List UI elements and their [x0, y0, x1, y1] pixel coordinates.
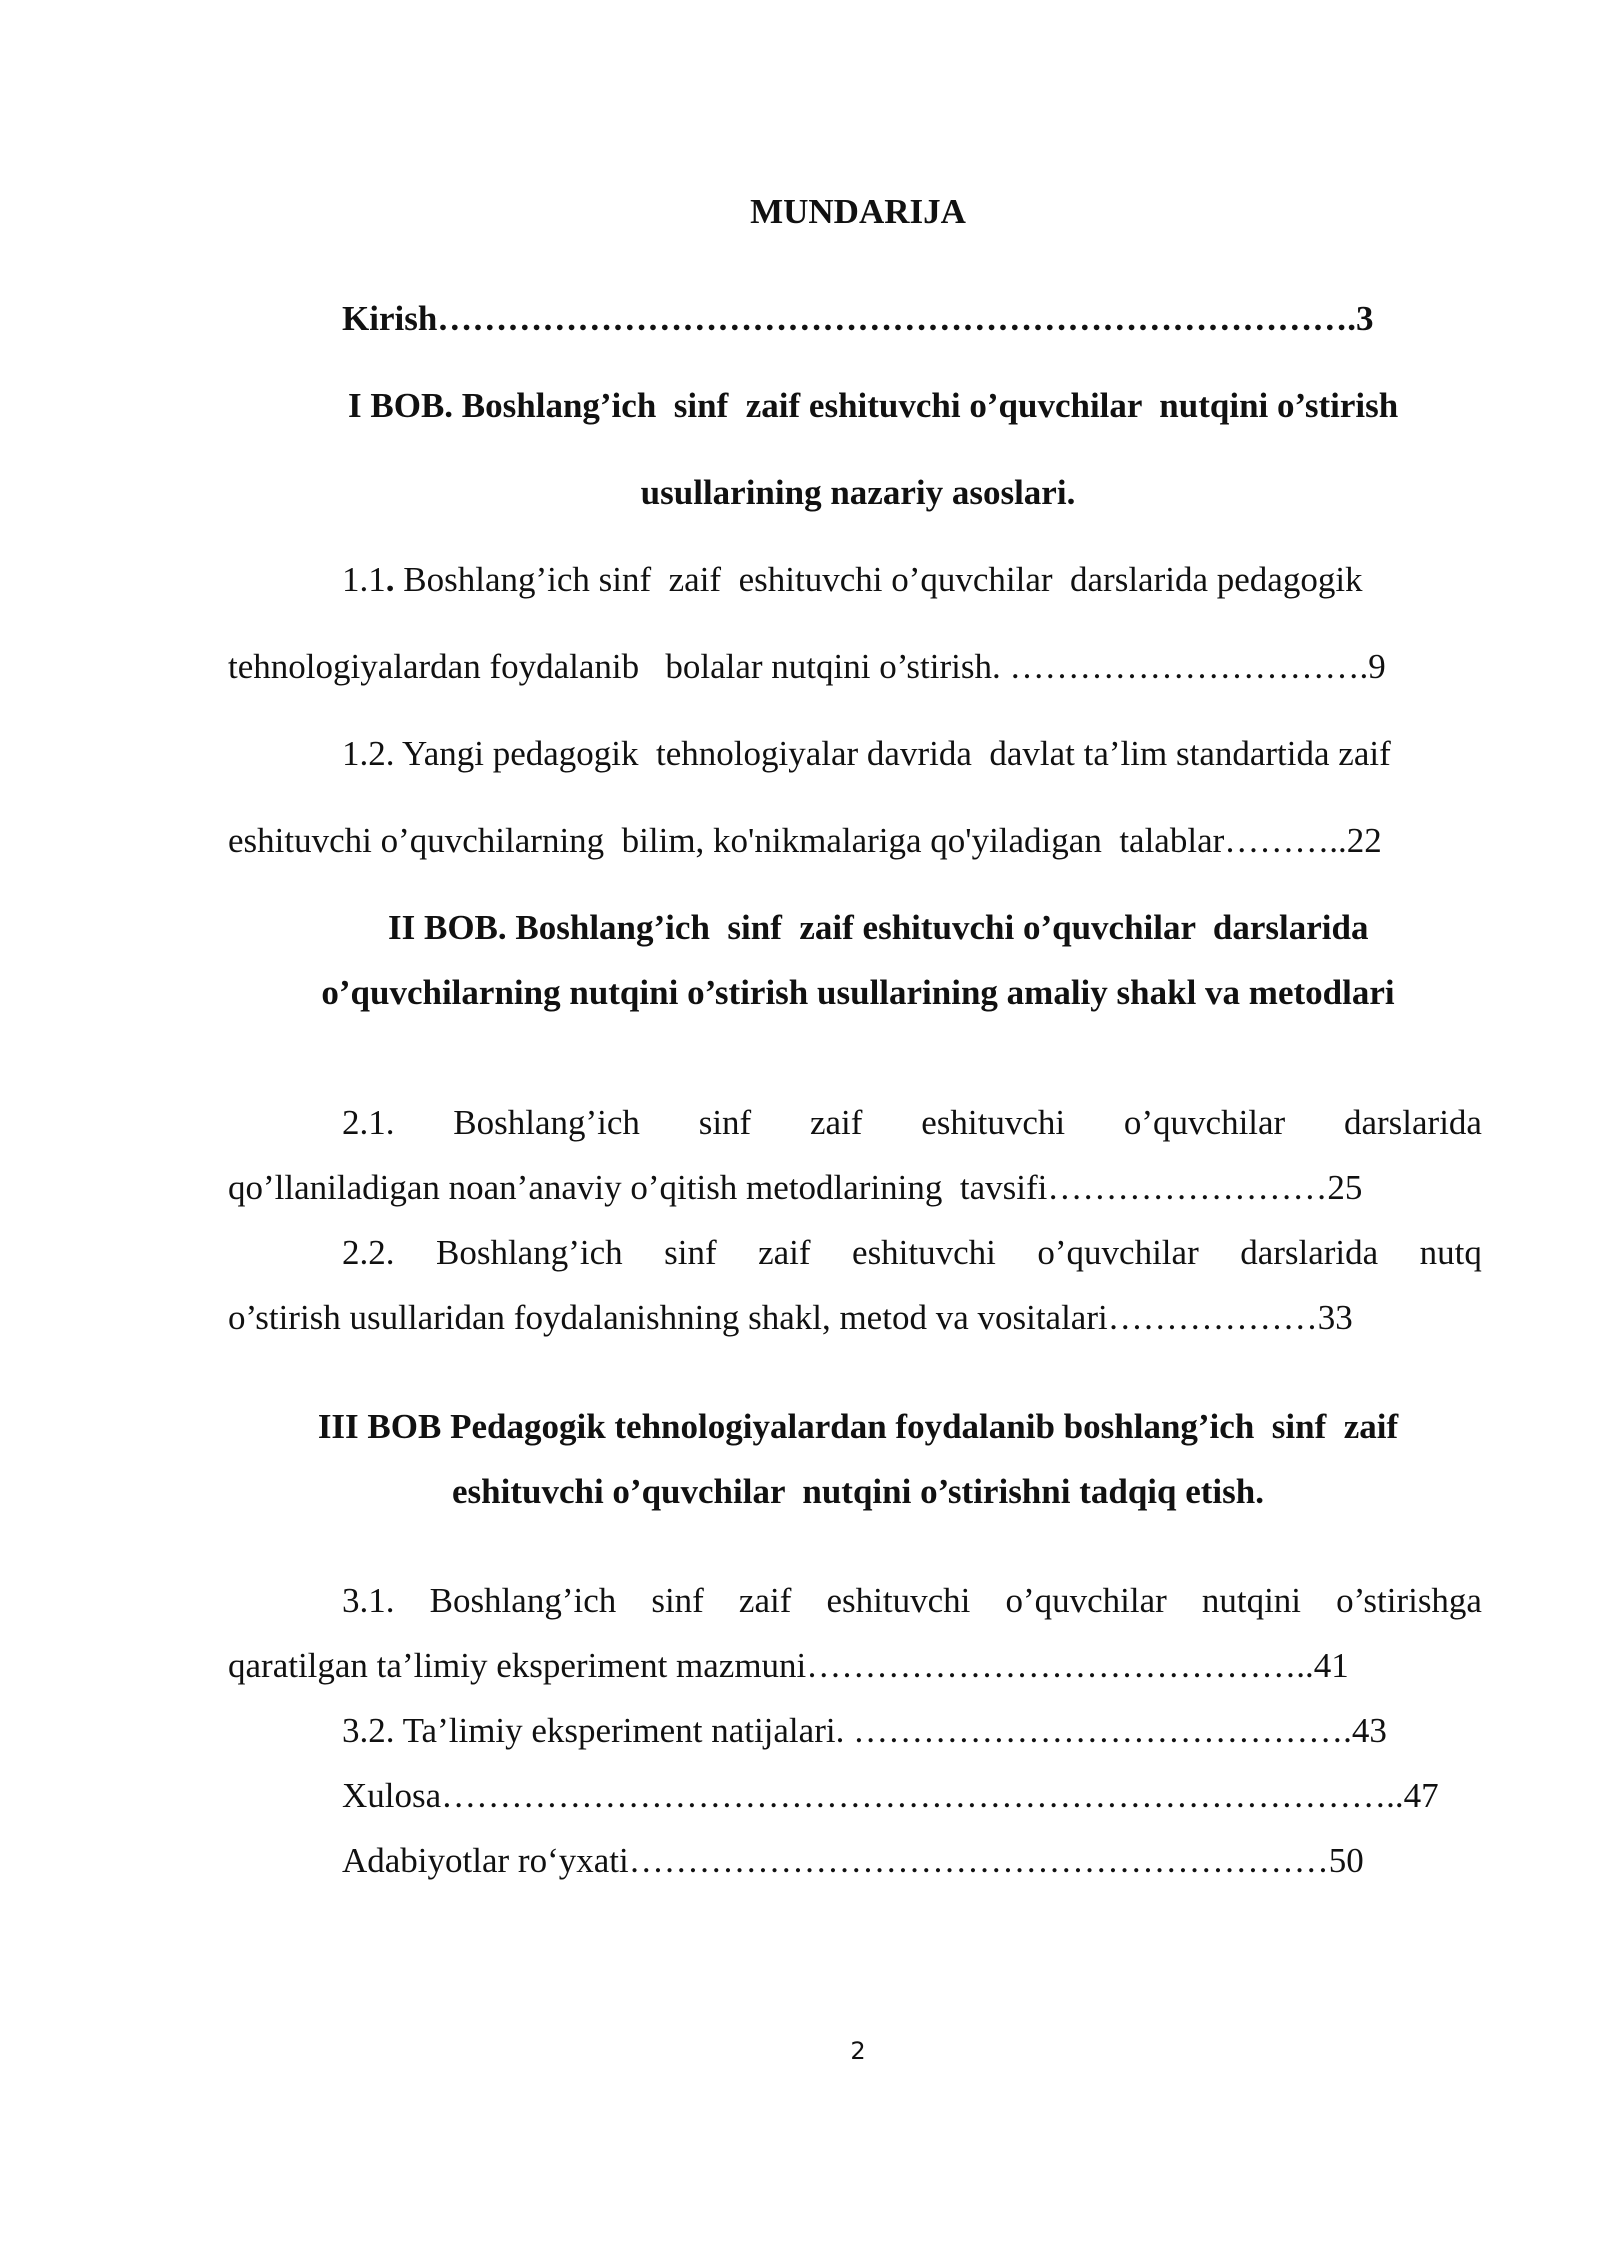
toc-chapter-1-line-2: usullarining nazariy asoslari.	[640, 473, 1076, 512]
toc-section-1-1-line-1	[342, 558, 1363, 602]
word: o’quvchilar	[1005, 1581, 1167, 1620]
word: darslarida	[1343, 1103, 1482, 1142]
toc-section-2-2-line-2: o’stirish usullaridan foydalanishning shakl, metod va vositalari………………33	[228, 1298, 1353, 1337]
word: nutq	[1419, 1233, 1482, 1272]
toc-section-1-1-line-2: tehnologiyalardan foydalanib bolalar nutqini o’stirish. ………………………….9	[228, 647, 1386, 686]
word: darslarida	[1240, 1233, 1379, 1272]
word: eshituvchi	[921, 1103, 1066, 1142]
word: o’quvchilar	[1037, 1233, 1199, 1272]
toc-title: MUNDARIJA	[750, 192, 966, 231]
word: Boshlang’ich	[453, 1103, 640, 1142]
word: 2.2.	[342, 1233, 395, 1272]
word: o’quvchilar	[1123, 1103, 1286, 1142]
word: eshituvchi	[826, 1581, 971, 1620]
word: Boshlang’ich	[429, 1581, 617, 1620]
section-text: Boshlang’ich sinf zaif eshituvchi o’quvchilar darslarida pedagogik	[394, 560, 1363, 599]
toc-section-3-2: 3.2. Ta’limiy eksperiment natijalari. …………………………………….43	[342, 1711, 1387, 1750]
word: sinf	[698, 1103, 752, 1142]
section-number: 1.1	[342, 560, 386, 599]
page-number: 2	[850, 2037, 866, 2065]
word: sinf	[651, 1581, 704, 1620]
section-number-dot: .	[385, 560, 395, 599]
toc-entry-conclusion: Xulosa………………………………………………………………………..47	[342, 1776, 1439, 1815]
toc-chapter-2-line-2: o’quvchilarning nutqini o’stirish usullarining amaliy shakl va metodlari	[321, 973, 1395, 1012]
word: 3.1.	[342, 1581, 395, 1620]
toc-entry-intro: Kirish…………………………………………………………………….3	[342, 299, 1374, 338]
toc-section-3-1-line-1	[342, 1579, 1482, 1623]
toc-chapter-1-line-1: I BOB. Boshlang’ich sinf zaif eshituvchi o’quvchilar nutqini o’stirish	[348, 386, 1399, 425]
word: zaif	[809, 1103, 863, 1142]
toc-entry-references: Adabiyotlar ro‘yxati……………………………………………………50	[342, 1841, 1364, 1880]
toc-section-2-1-line-2: qo’llaniladigan noan’anaviy o’qitish metodlarining tavsifi……………………25	[228, 1168, 1363, 1207]
word: 2.1.	[342, 1103, 395, 1142]
word: sinf	[664, 1233, 717, 1272]
word: Boshlang’ich	[435, 1233, 623, 1272]
toc-section-2-1-line-1	[342, 1101, 1482, 1145]
toc-chapter-3-line-2: eshituvchi o’quvchilar nutqini o’stirishni tadqiq etish.	[451, 1472, 1264, 1511]
toc-section-2-2-line-1	[342, 1231, 1482, 1275]
word: o’stirishga	[1336, 1581, 1482, 1620]
word: zaif	[738, 1581, 792, 1620]
word: zaif	[758, 1233, 811, 1272]
word: eshituvchi	[852, 1233, 996, 1272]
toc-chapter-2-line-1: II BOB. Boshlang’ich sinf zaif eshituvchi o’quvchilar darslarida	[388, 908, 1369, 947]
toc-section-1-2-line-1: 1.2. Yangi pedagogik tehnologiyalar davrida davlat ta’lim standartida zaif	[342, 734, 1391, 773]
toc-section-3-1-line-2: qaratilgan ta’limiy eksperiment mazmuni……………………………………..41	[228, 1646, 1349, 1685]
toc-chapter-3-line-1: III BOB Pedagogik tehnologiyalardan foydalanib boshlang’ich sinf zaif	[317, 1407, 1399, 1446]
word: nutqini	[1201, 1581, 1302, 1620]
toc-section-1-2-line-2: eshituvchi o’quvchilarning bilim, ko'nikmalariga qo'yiladigan talablar………..22	[228, 821, 1382, 860]
